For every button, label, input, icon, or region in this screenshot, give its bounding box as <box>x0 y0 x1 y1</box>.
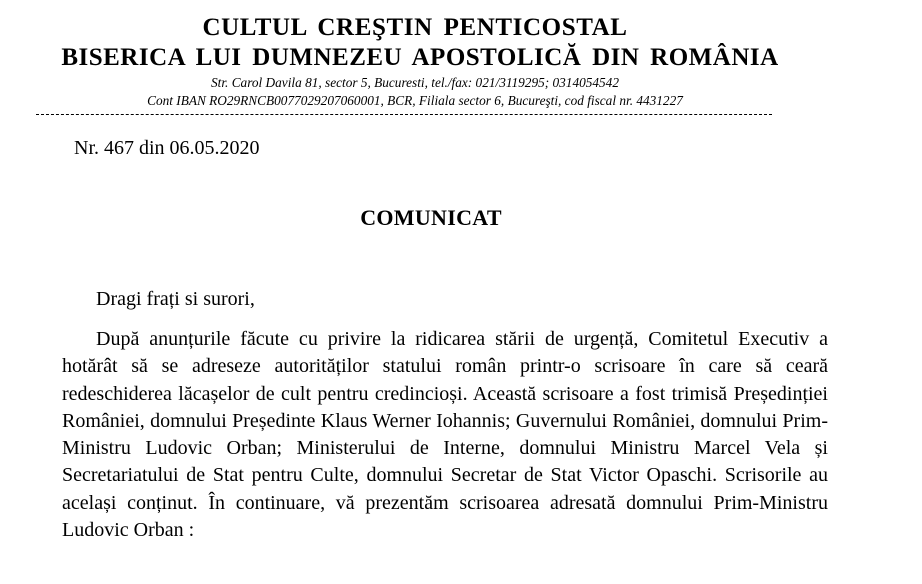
document-reference-number: Nr. 467 din 06.05.2020 <box>74 137 260 159</box>
address-line: Str. Carol Davila 81, sector 5, Bucuresti, tel./fax: 021/3119295; 0314054542 <box>211 75 619 90</box>
organization-name: CULTUL CREŞTIN PENTICOSTAL <box>202 14 628 41</box>
greeting: Dragi frați si surori, <box>96 288 255 310</box>
church-name: BISERICA LUI DUMNEZEU APOSTOLICĂ DIN ROMÂNIA <box>61 44 779 71</box>
bank-account-line: Cont IBAN RO29RNCB0077029207060001, BCR, Filiala sector 6, Bucureşti, cod fiscal nr. 4431227 <box>147 93 683 108</box>
document-title: COMUNICAT <box>360 205 502 230</box>
header-divider <box>36 114 772 115</box>
body-paragraph: După anunțurile făcute cu privire la ridicarea stării de urgență, Comitetul Executiv a hotărât să se adreseze autorităților statului român printr-o scrisoare în care să ceară redeschiderea lăcașelor de cult pentru credincioși. Această scrisoare a fost trimisă Președinției României, domnului Președinte Klaus Werner Iohannis; Guvernului României, domnului Prim-Ministru Ludovic Orban; Ministerului de Interne, domnului Ministru Marcel Vela și Secretariatului de Stat pentru Culte, domnului Secretar de Stat Victor Opaschi. Scrisorile au același conținut. În continuare, vă prezentăm scrisoarea adresată domnului Prim-Ministru Ludovic Orban : <box>62 328 828 542</box>
